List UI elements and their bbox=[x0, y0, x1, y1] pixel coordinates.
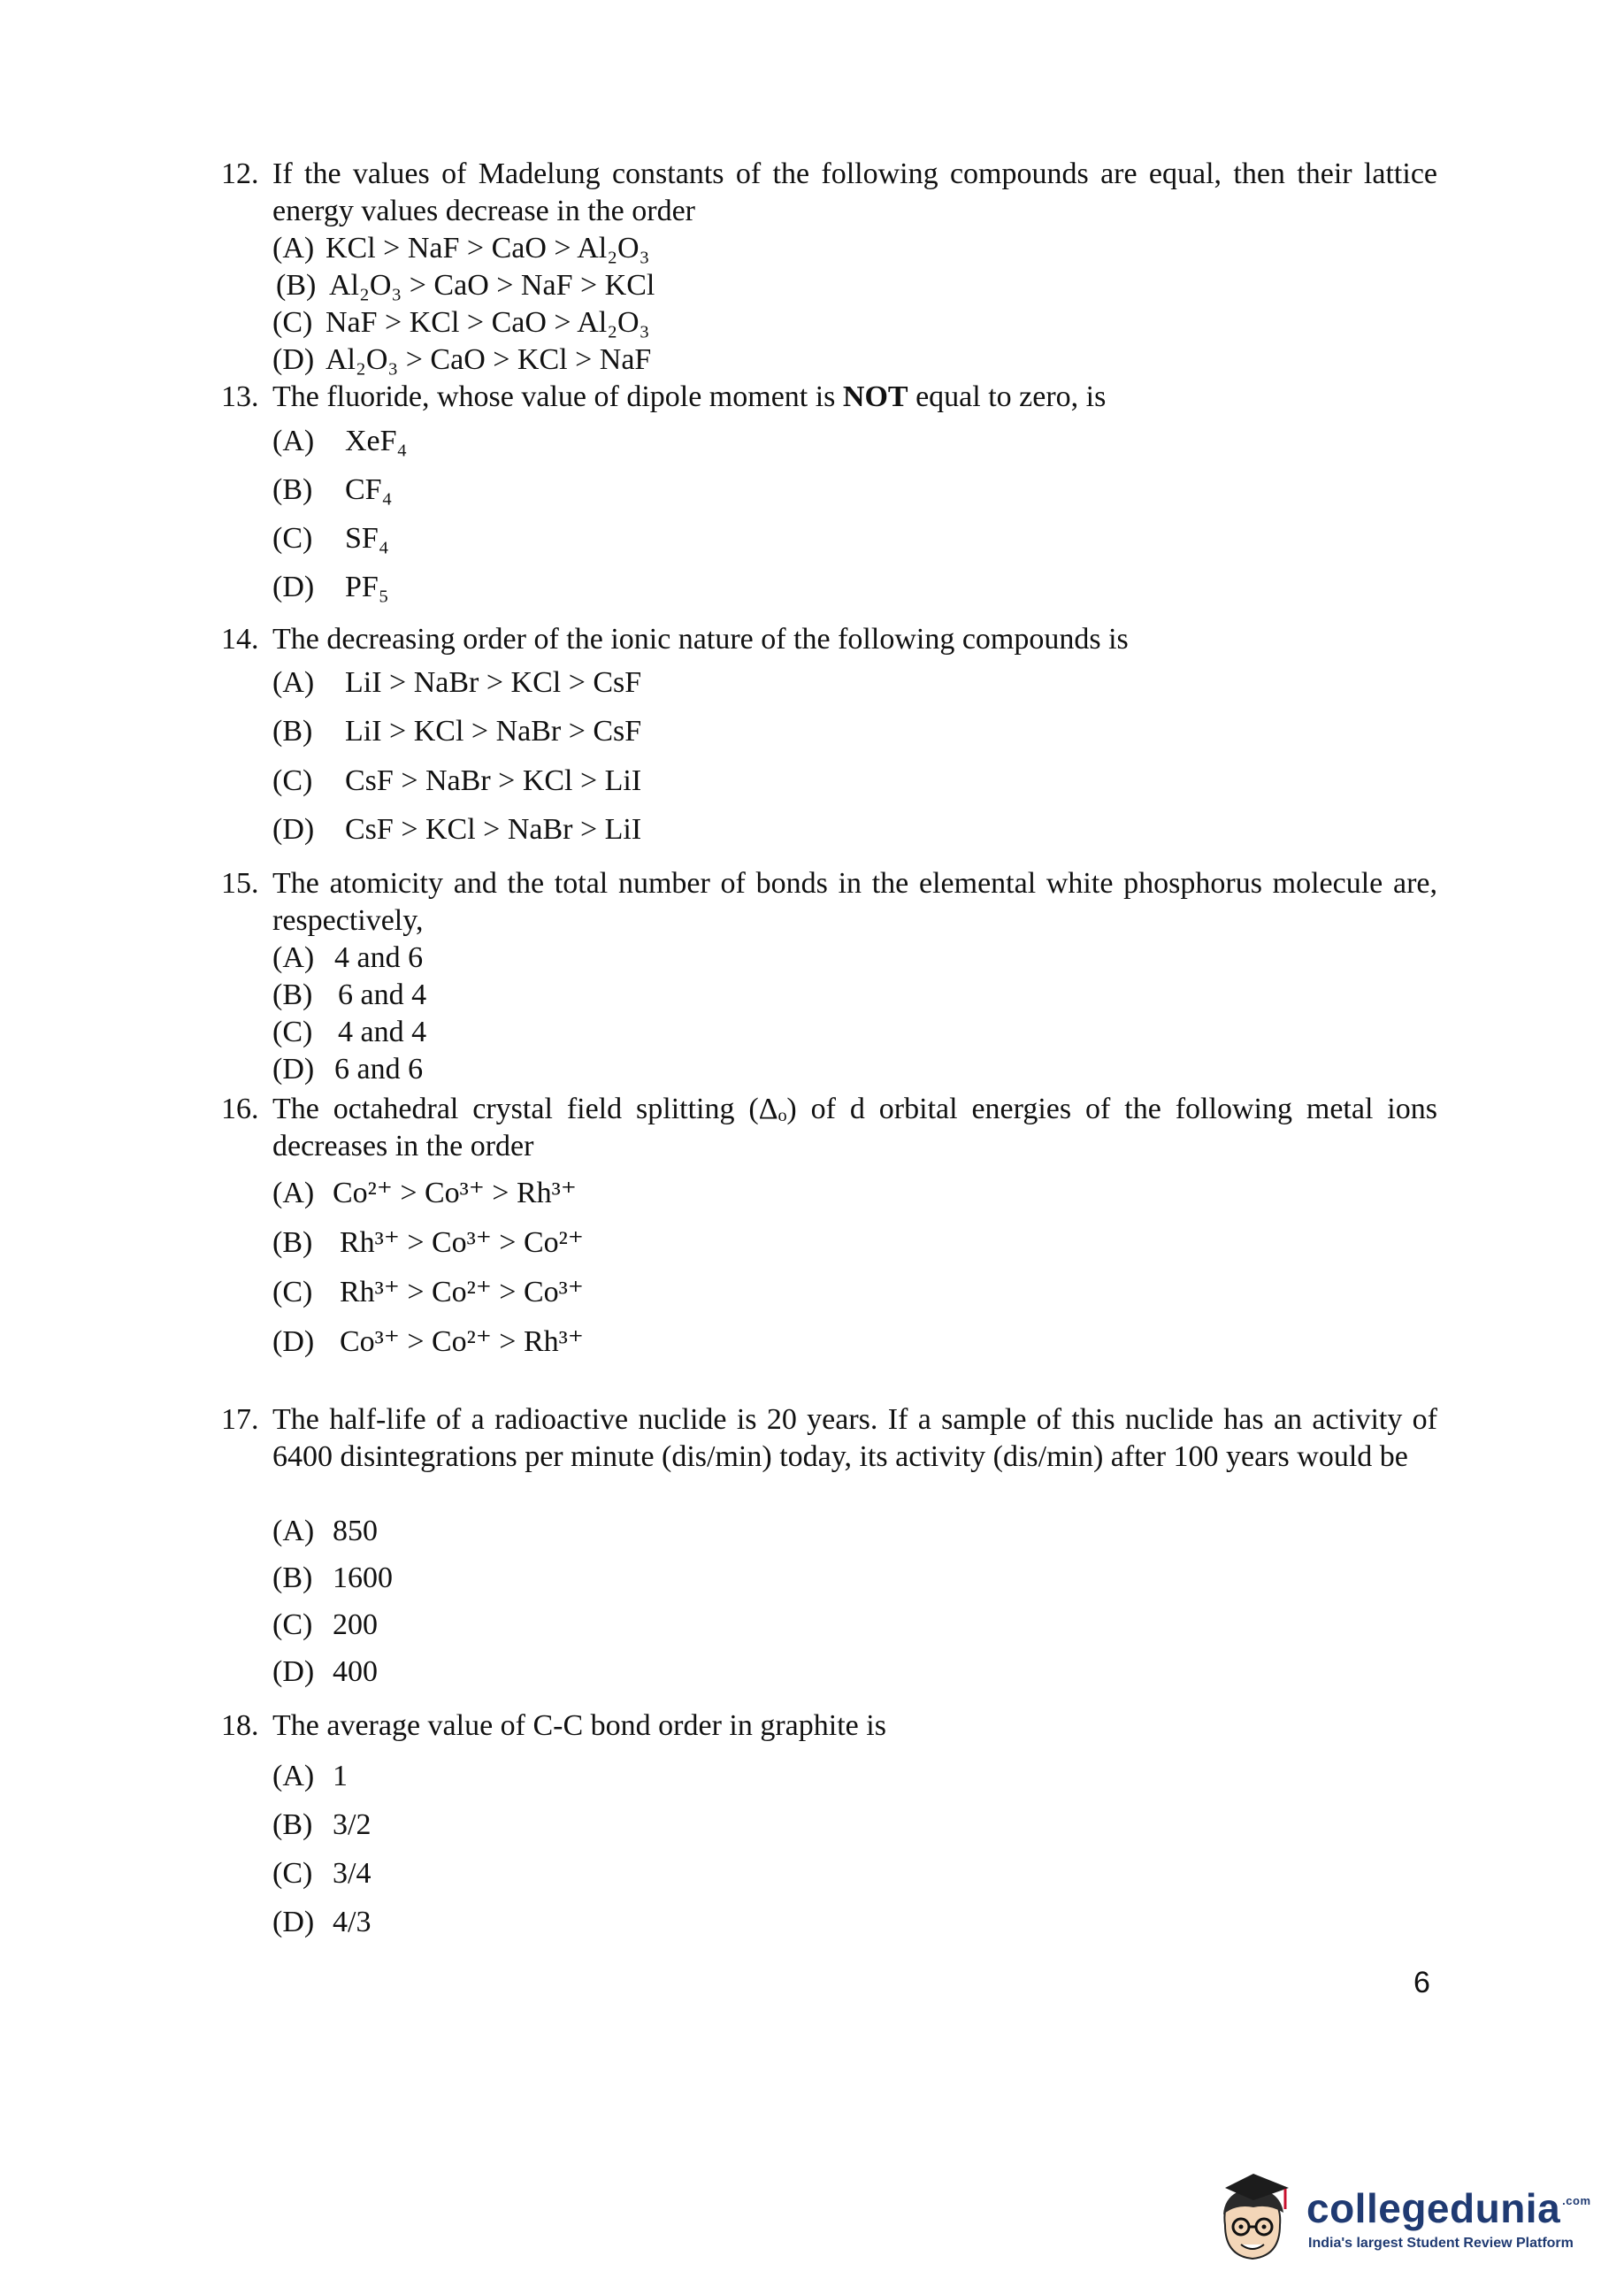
option-label: (A) bbox=[272, 1760, 315, 1792]
option-label: (B) bbox=[272, 1808, 313, 1841]
option-b bbox=[272, 1560, 393, 1597]
option-b bbox=[276, 267, 655, 304]
option-label: (A) bbox=[272, 666, 315, 699]
option-b bbox=[272, 713, 641, 750]
page-number: 6 bbox=[1413, 1966, 1430, 1999]
question-14 bbox=[221, 621, 1437, 658]
option-label: (C) bbox=[272, 522, 313, 555]
option-text: LiI > KCl > NaBr > CsF bbox=[345, 715, 642, 748]
question-stem: The average value of C-C bond order in graphite is bbox=[272, 1709, 886, 1742]
option-label: (B) bbox=[276, 269, 317, 302]
option-b bbox=[272, 977, 426, 1014]
option-label: (A) bbox=[272, 425, 315, 457]
question-13 bbox=[221, 379, 1437, 416]
option-label: (C) bbox=[272, 1276, 313, 1308]
option-text: Al₂O₃ > CaO > NaF > KCl bbox=[329, 269, 655, 302]
option-text: 3/2 bbox=[333, 1808, 372, 1841]
option-c bbox=[272, 304, 649, 341]
option-text: Al₂O₃ > CaO > KCl > NaF bbox=[326, 343, 652, 376]
option-text: 3/4 bbox=[333, 1857, 372, 1890]
option-text: LiI > NaBr > KCl > CsF bbox=[345, 666, 642, 699]
option-label: (A) bbox=[272, 1177, 315, 1209]
option-label: (D) bbox=[272, 1053, 315, 1086]
option-text: 4 and 6 bbox=[334, 941, 424, 974]
collegedunia-logo bbox=[1207, 2172, 1597, 2269]
option-text: KCl > NaF > CaO > Al₂O₃ bbox=[326, 232, 650, 265]
option-label: (A) bbox=[272, 1515, 315, 1547]
option-a bbox=[272, 940, 423, 977]
question-stem: The atomicity and the total number of bonds in the elemental white phosphorus molecule are, respectively, bbox=[272, 867, 1437, 937]
option-text: 6 and 4 bbox=[338, 978, 427, 1011]
option-d bbox=[272, 1324, 584, 1361]
option-c bbox=[272, 1855, 371, 1892]
option-text: XeF₄ bbox=[345, 425, 408, 457]
question-17 bbox=[221, 1401, 1437, 1476]
option-c bbox=[272, 1607, 378, 1644]
option-d bbox=[272, 341, 651, 379]
option-text: SF₄ bbox=[345, 522, 389, 555]
option-text: PF₅ bbox=[345, 571, 389, 603]
option-label: (D) bbox=[272, 343, 315, 376]
option-text: 850 bbox=[333, 1515, 378, 1547]
question-stem: The octahedral crystal field splitting (Δₒ) of d orbital energies of the following metal ions decreases in the order bbox=[272, 1093, 1437, 1163]
option-text: Co²⁺ > Co³⁺ > Rh³⁺ bbox=[333, 1177, 577, 1209]
brand-tagline: India's largest Student Review Platform bbox=[1308, 2236, 1574, 2251]
option-label: (B) bbox=[272, 1562, 313, 1594]
option-text: CsF > KCl > NaBr > LiI bbox=[345, 813, 642, 846]
emphasis: NOT bbox=[842, 380, 908, 413]
option-text: Co³⁺ > Co²⁺ > Rh³⁺ bbox=[340, 1325, 584, 1358]
question-number: 12. bbox=[221, 157, 259, 190]
question-12 bbox=[221, 156, 1437, 230]
option-text: Rh³⁺ > Co³⁺ > Co²⁺ bbox=[340, 1226, 584, 1259]
option-d bbox=[272, 569, 389, 606]
option-label: (B) bbox=[272, 715, 313, 748]
question-number: 13. bbox=[221, 380, 259, 413]
question-stem: If the values of Madelung constants of the following compounds are equal, then their lattice energy values decrease in the order bbox=[272, 157, 1437, 227]
question-15 bbox=[221, 865, 1437, 940]
question-16 bbox=[221, 1091, 1437, 1165]
option-label: (C) bbox=[272, 1016, 313, 1048]
option-label: (C) bbox=[272, 1857, 313, 1890]
question-number: 16. bbox=[221, 1093, 259, 1125]
option-text: 200 bbox=[333, 1608, 378, 1641]
option-text: NaF > KCl > CaO > Al₂O₃ bbox=[326, 306, 650, 339]
option-a bbox=[272, 1758, 348, 1795]
option-label: (D) bbox=[272, 1906, 315, 1938]
option-a bbox=[272, 1513, 378, 1550]
option-label: (D) bbox=[272, 1325, 315, 1358]
option-text: 400 bbox=[333, 1655, 378, 1688]
question-number: 17. bbox=[221, 1403, 259, 1436]
option-c bbox=[272, 763, 641, 800]
option-label: (C) bbox=[272, 1608, 313, 1641]
student-mascot-icon bbox=[1207, 2172, 1300, 2269]
option-label: (C) bbox=[272, 764, 313, 797]
option-d bbox=[272, 811, 641, 848]
option-label: (A) bbox=[272, 941, 315, 974]
option-label: (A) bbox=[272, 232, 315, 265]
question-18 bbox=[221, 1707, 1437, 1745]
option-d bbox=[272, 1654, 378, 1691]
option-text: 1600 bbox=[333, 1562, 393, 1594]
option-text: CsF > NaBr > KCl > LiI bbox=[345, 764, 642, 797]
option-d bbox=[272, 1051, 423, 1088]
option-d bbox=[272, 1904, 371, 1941]
option-b bbox=[272, 1807, 371, 1844]
option-label: (D) bbox=[272, 1655, 315, 1688]
option-label: (C) bbox=[272, 306, 313, 339]
option-c bbox=[272, 1014, 426, 1051]
question-stem: The fluoride, whose value of dipole moment is NOT equal to zero, is bbox=[272, 380, 1107, 413]
option-label: (B) bbox=[272, 473, 313, 506]
option-b bbox=[272, 1224, 584, 1262]
question-number: 18. bbox=[221, 1709, 259, 1742]
option-label: (B) bbox=[272, 1226, 313, 1259]
option-b bbox=[272, 472, 392, 509]
option-label: (B) bbox=[272, 978, 313, 1011]
question-stem: The half-life of a radioactive nuclide is 20 years. If a sample of this nuclide has an activity of 6400 disintegrations per minute (dis/min) today, its activity (dis/min) after 100 years would be bbox=[272, 1403, 1437, 1473]
brand-name: collegedunia $^{.com}$ bbox=[1306, 2185, 1591, 2231]
option-text: Rh³⁺ > Co²⁺ > Co³⁺ bbox=[340, 1276, 584, 1308]
option-label: (D) bbox=[272, 571, 315, 603]
option-text: 4/3 bbox=[333, 1906, 372, 1938]
option-c bbox=[272, 520, 389, 557]
option-text: 4 and 4 bbox=[338, 1016, 427, 1048]
option-text: 1 bbox=[333, 1760, 348, 1792]
option-a bbox=[272, 1175, 577, 1212]
option-a bbox=[272, 664, 641, 702]
option-text: CF₄ bbox=[345, 473, 393, 506]
option-c bbox=[272, 1274, 584, 1311]
option-label: (D) bbox=[272, 813, 315, 846]
question-stem: The decreasing order of the ionic nature of the following compounds is bbox=[272, 623, 1129, 656]
question-number: 14. bbox=[221, 623, 259, 656]
option-a bbox=[272, 230, 649, 267]
option-a bbox=[272, 423, 407, 460]
question-number: 15. bbox=[221, 867, 259, 900]
option-text: 6 and 6 bbox=[334, 1053, 424, 1086]
